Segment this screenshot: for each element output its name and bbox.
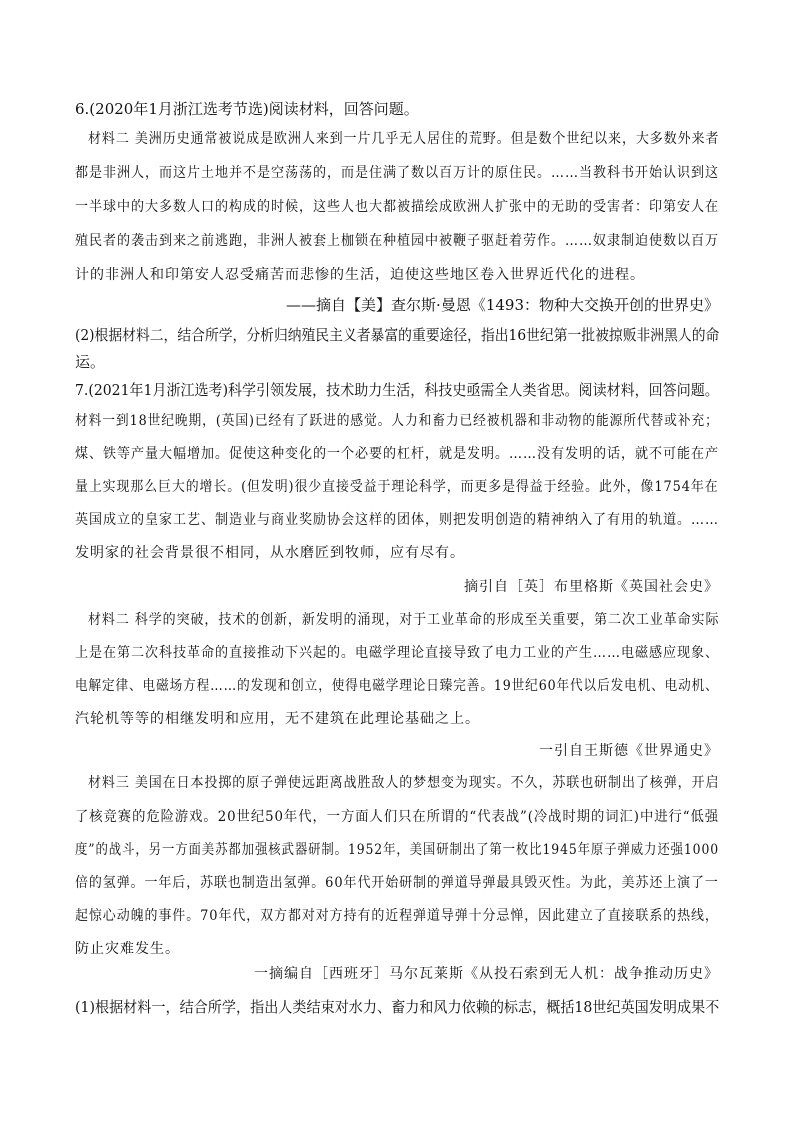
q6-material2-line: 材料二 美洲历史通常被说成是欧洲人来到一片几乎无人居住的荒野。但是数个世纪以来，大多数外来者 [88, 131, 720, 147]
q7-material1-line: 量上实现那么巨大的增长。(但发明)很少直接受益于理论科学，而更多是得益于经验。此外，像1754年在 [75, 479, 719, 495]
q7-material3-line: 防止灾难发生。 [75, 941, 180, 957]
q7-material2-line: 上是在第二次科技革命的直接推动下兴起的。电磁学理论直接导致了电力工业的产生……电磁感应现象、 [75, 645, 719, 661]
q7-material3-line: 了核竞赛的危险游戏。20世纪50年代，一方面人们只在所谓的“代表战”(冷战时期的词汇)中进行“低强 [75, 809, 720, 825]
q6-material2-line: 都是非洲人，而这片土地并不是空荡荡的，而是住满了数以百万计的原住民。……当教科书开始认识到这 [75, 165, 719, 181]
q7-material1-line: 英国成立的皇家工艺、制造业与商业奖励协会这样的团体，则把发明创造的精神纳入了有用的轨道。…… [75, 512, 719, 528]
q7-material2-line: 电解定律、电磁场方程……的发现和创立，使得电磁学理论日臻完善。19世纪60年代以后发电机、电动机、 [75, 678, 719, 694]
q7-material2-line: 汽轮机等等的相继发明和应用，无不建筑在此理论基础之上。 [75, 711, 480, 727]
q7-material3-line: 倍的氢弹。一年后，苏联也制造出氢弹。60年代开始研制的弹道导弹最具毁灭性。为此，美苏还上演了一 [75, 875, 719, 891]
q7-material3-line: 材料三 美国在日本投掷的原子弹使远距离战胜敌人的梦想变为现实。不久，苏联也研制出了核弹，开启 [88, 775, 720, 791]
q7-stem: 7.(2021年1月浙江选考)科学引领发展，技术助力生活，科技史亟需全人类省思。阅读材料，回答问题。 [75, 381, 719, 399]
q7-material1-line: 煤、铁等产量大幅增加。促使这种变化的一个必要的杠杆，就是发明。……没有发明的话，就不可能在产 [75, 446, 719, 462]
q7-material3-line: 度”的战斗，另一方面美苏都加强核武器研制。1952年，美国研制出了第一枚比1945年原子弹威力还强1000 [75, 842, 720, 858]
q7-material2-line: 材料二 科学的突破，技术的创新，新发明的涌现，对于工业革命的形成至关重要，第二次工业革命实际 [88, 612, 720, 628]
q7-material2-source: 一引自王斯德《世界通史》 [539, 743, 719, 759]
q6-question2-line: 运。 [75, 353, 106, 371]
q7-material1-line: 材料一到18世纪晚期，(英国)已经有了跃进的感觉。人力和畜力已经被机器和非动物的能源所代替或补充； [75, 413, 719, 429]
q6-question2-line: (2)根据材料二，结合所学，分析归纳殖民主义者暴富的重要途径，指出16世纪第一批被掠贩非洲黑人的命 [75, 326, 720, 344]
q7-material3-source: 一摘编自［西班牙］马尔瓦莱斯《从投石索到无人机：战争推动历史》 [254, 966, 719, 982]
q6-stem: 6.(2020年1月浙江选考节选)阅读材料，回答问题。 [75, 100, 419, 118]
q6-material2-line: 计的非洲人和印第安人忍受痛苦而悲惨的生活，迫使这些地区卷入世界近代化的进程。 [75, 267, 645, 283]
q6-material2-line: 一半球中的大多数人口的构成的时候，这些人也大都被描绘成欧洲人扩张中的无助的受害者：印第安人在 [75, 199, 719, 215]
q7-material3-line: 起惊心动魄的事件。70年代，双方都对对方持有的近程弹道导弹十分忌惮，因此建立了直接联系的热线， [75, 908, 719, 924]
q6-material2-line: 殖民者的袭击到来之前逃跑，非洲人被套上枷锁在种植园中被鞭子驱赶着劳作。……奴隶制迫使数以百万 [75, 233, 719, 249]
q7-material1-source: 摘引自［英］布里格斯《英国社会史》 [464, 579, 719, 595]
q7-material1-line: 发明家的社会背景很不相同，从水磨匠到牧师，应有尽有。 [75, 545, 465, 561]
q7-question1: (1)根据材料一，结合所学，指出人类结束对水力、畜力和风力依赖的标志，概括18世纪英国发明成果不 [75, 998, 720, 1016]
q6-material2-source: ——摘自【美】查尔斯·曼恩《1493：物种大交换开创的世界史》 [286, 296, 719, 314]
